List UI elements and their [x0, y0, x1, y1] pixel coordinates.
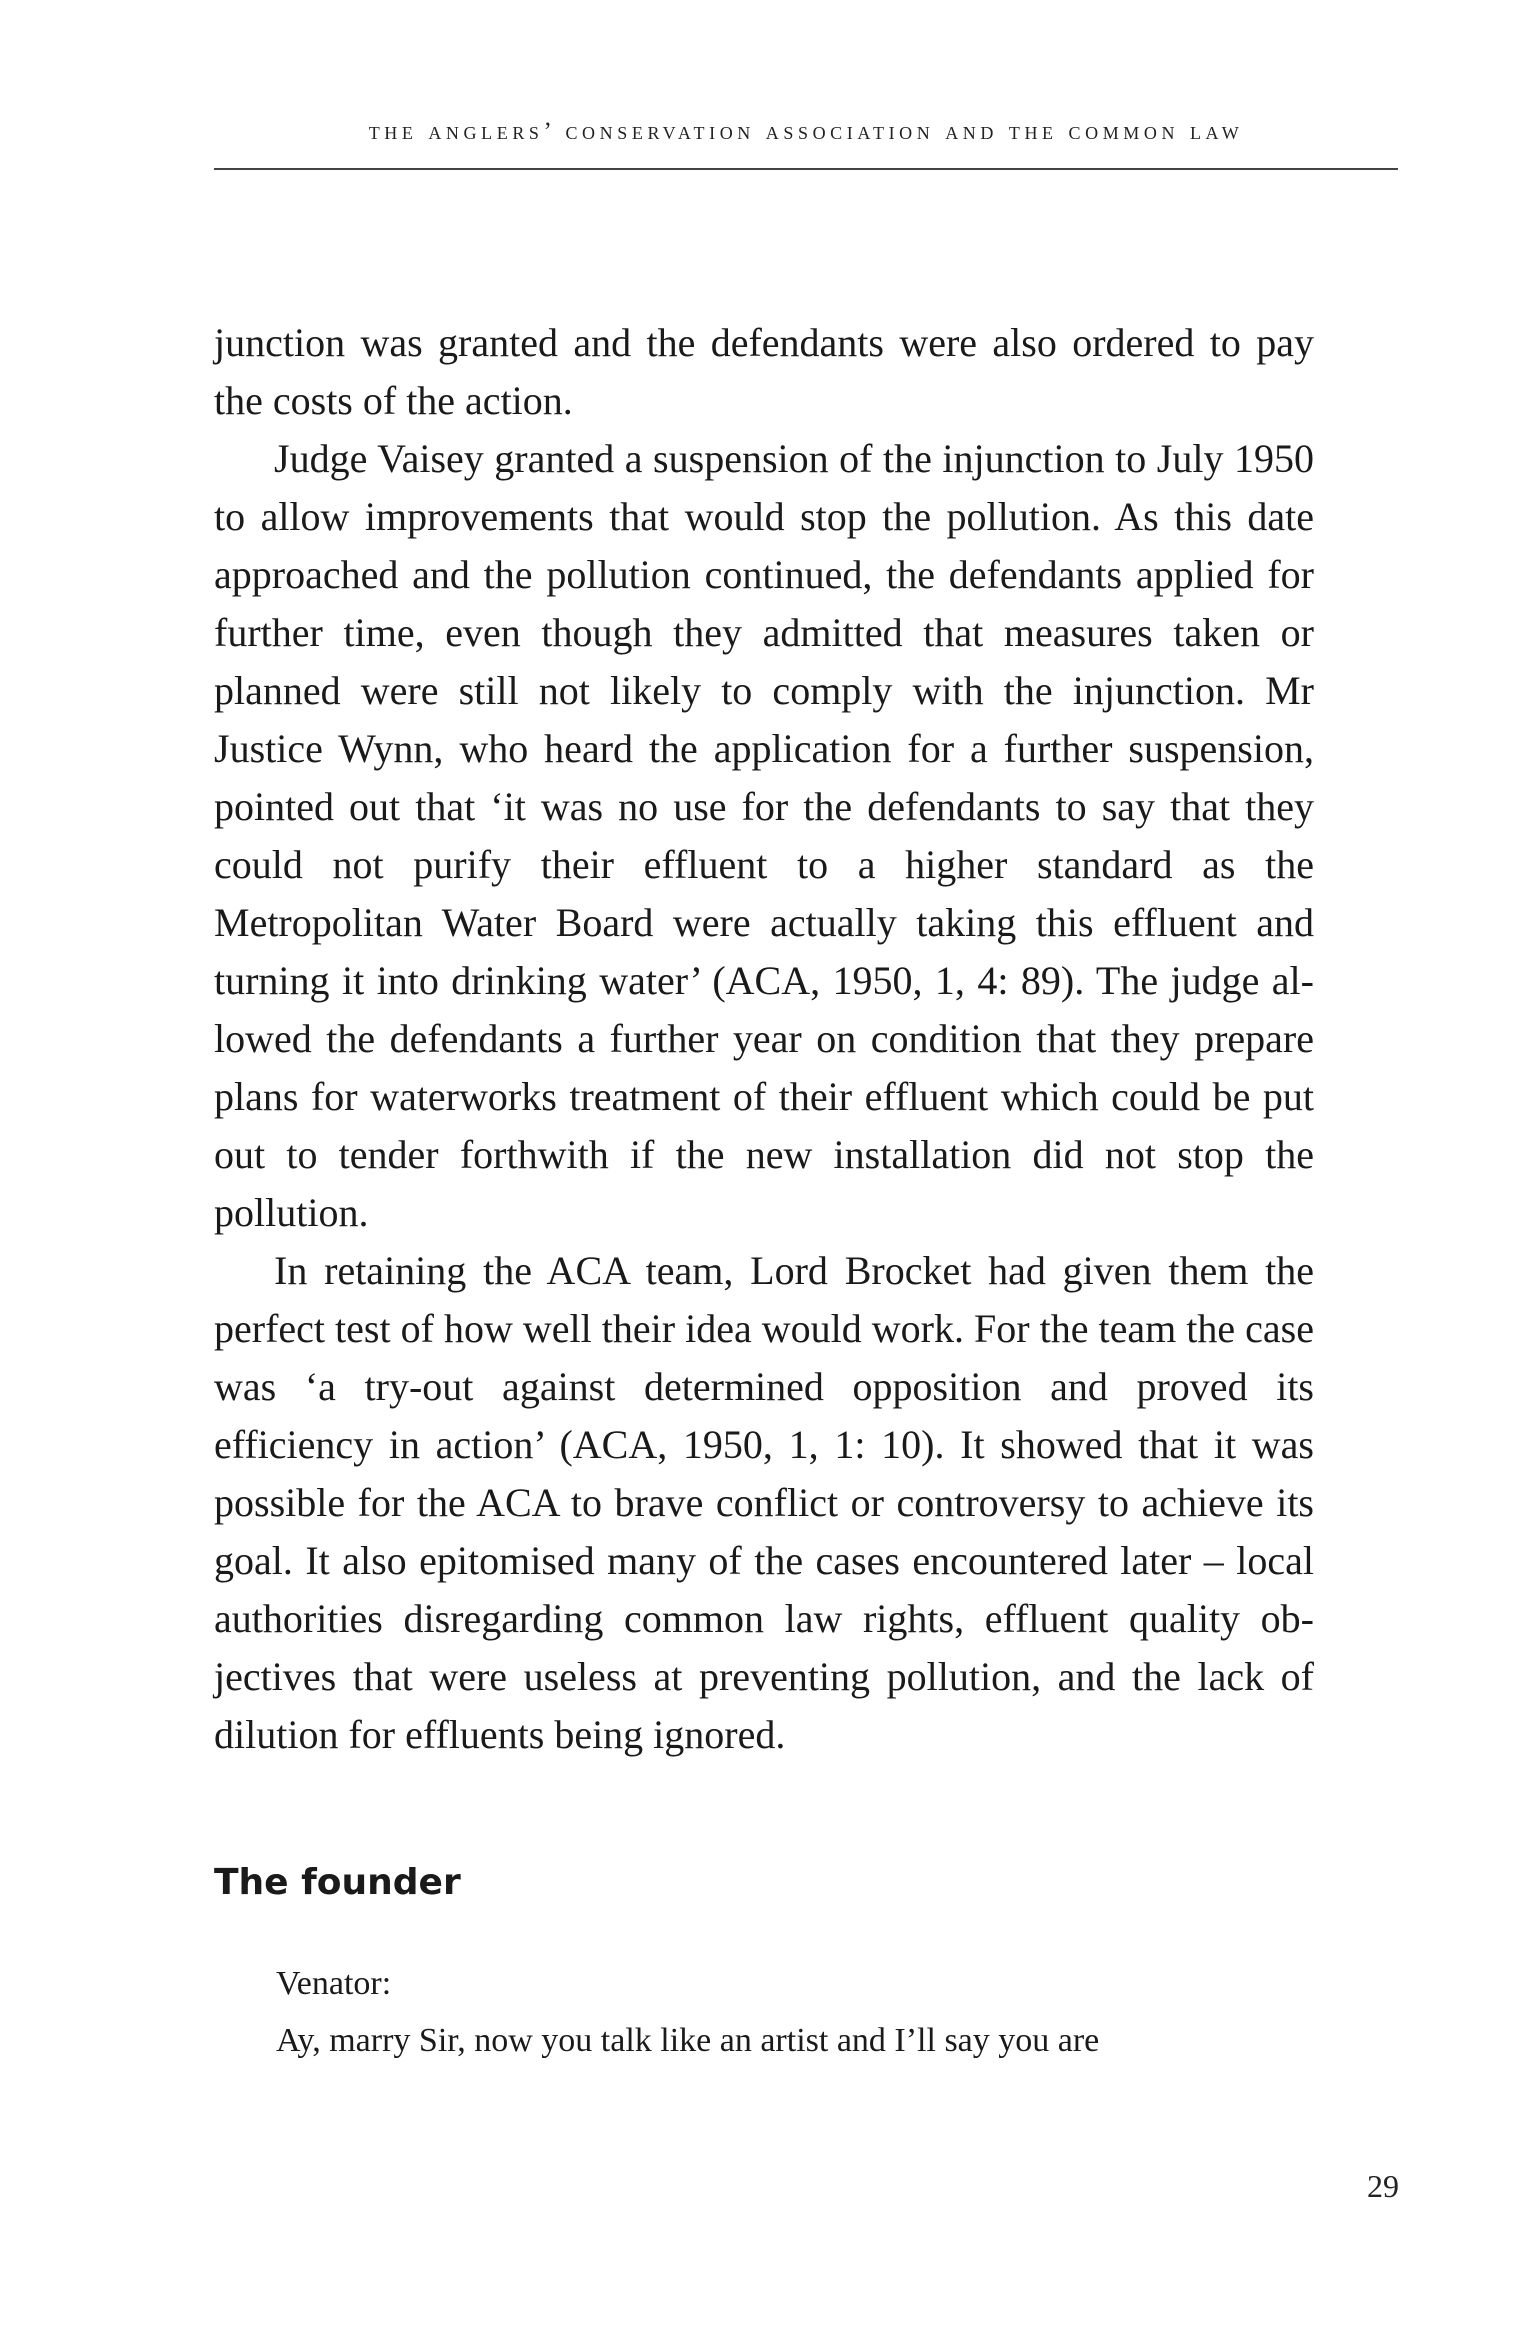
section-heading: The founder	[214, 1862, 461, 1903]
header-rule	[214, 168, 1398, 170]
quote-speaker: Venator:	[276, 1965, 392, 2002]
paragraph-retaining: In retaining the ACA team, Lord Brocket had given them the perfect test of how well their idea would work. For the team the case was ‘a try-out against determined opposition and proved its efficiency in action’ (ACA, 1950, 1, 1: 10). It showed that it was possible for the ACA to brave conflict or controversy to achieve its goal. It also epitomised many of the cases encountered later – local authorities disregarding common law rights, effluent quality objectives that were useless at preventing pollution, and the lack of dilution for effluents being ignored.	[214, 1248, 1314, 1757]
paragraph-suspension: Judge Vaisey granted a suspension of the injunction to July 1950 to allow improvements that would stop the pollution. As this date approached and the pollution continued, the defendants applied for further time, even though they admitted that measures taken or planned were still not likely to comply with the injunction. Mr Justice Wynn, who heard the application for a further suspension, pointed out that ‘it was no use for the defendants to say that they could not purify their effluent to a higher standard as the Metropolitan Water Board were actually taking this effluent and turning it into drinking water’ (ACA, 1950, 1, 4: 89). The judge allowed the defendants a further year on condition that they prepare plans for waterworks treatment of their effluent which could be put out to tender forthwith if the new installation did not stop the pollution.	[214, 436, 1314, 1235]
body-text	[214, 314, 1314, 1764]
paragraph-continuation: junction was granted and the defendants were also ordered to pay the costs of the action.	[214, 320, 1314, 423]
quote-line: Ay, marry Sir, now you talk like an artist and I’ll say you are	[276, 2022, 1100, 2059]
epigraph-quote	[276, 1955, 1326, 2069]
running-head: the anglers’ conservation association and the common law	[368, 118, 1244, 145]
page-number: 29	[1367, 2168, 1399, 2204]
